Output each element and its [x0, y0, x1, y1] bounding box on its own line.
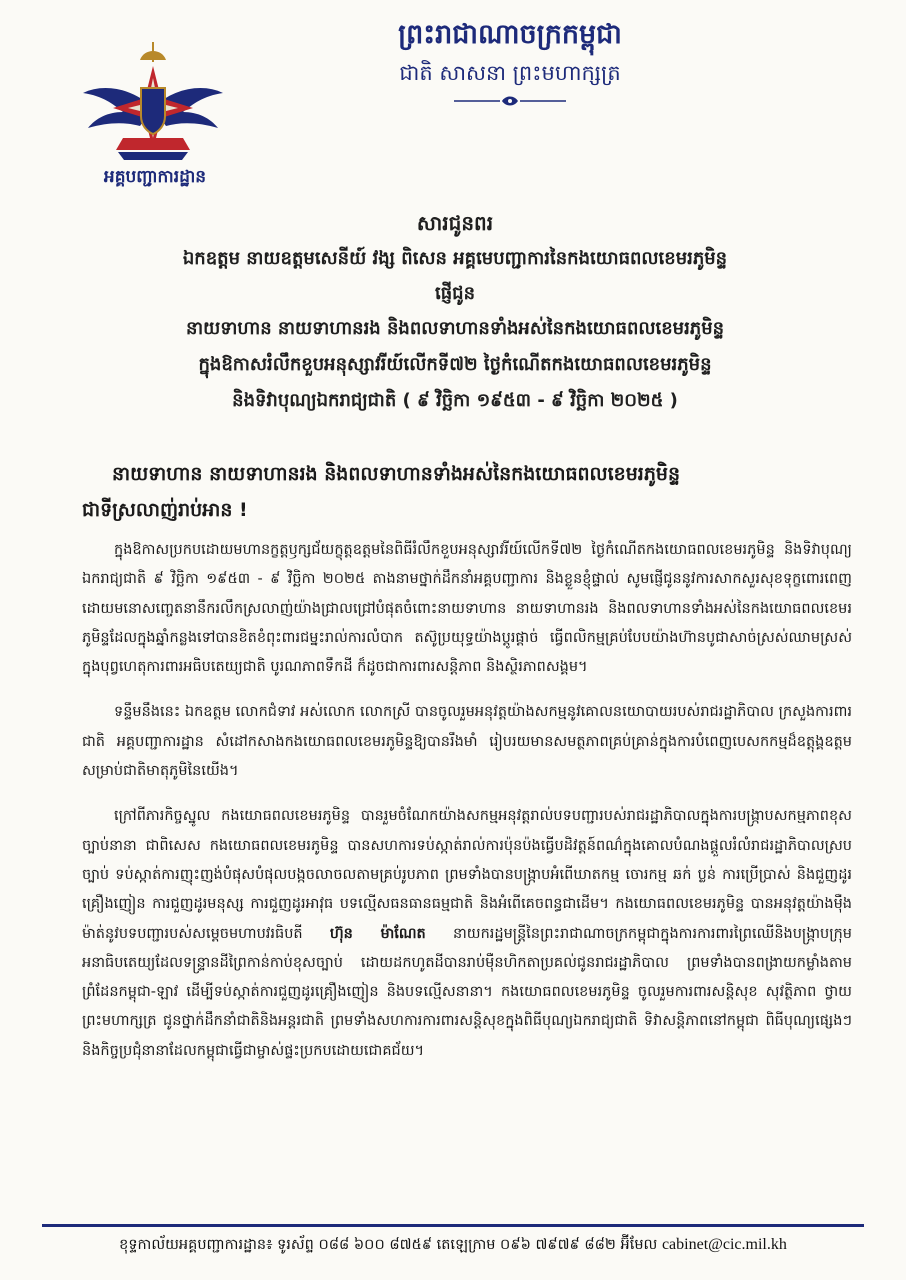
- kingdom-heading: ព្រះរាជាណាចក្រកម្ពុជា: [398, 19, 622, 50]
- ornament-divider-icon: [450, 93, 570, 109]
- sender-line: ឯកឧត្តម នាយឧត្តមសេនីយ៍ វង្ស ពិសេន អគ្គមេបញ្ជាការនៃកងយោធពលខេមរភូមិន្ទ: [182, 248, 728, 269]
- military-emblem-icon: [78, 38, 228, 168]
- recipients-line: នាយទាហាន នាយទាហានរង និងពលទាហានទាំងអស់នៃកងយោធពលខេមរភូមិន្ទ: [185, 318, 725, 339]
- body-paragraph-1: ក្នុងឱកាសប្រកបដោយមហានក្ខត្តឫក្សជ័យក្ខុត្តឧត្តមនៃពិធីរំលឹកខួបអនុស្សាវរីយ៍លើកទី៧២ ថ្ងៃកំណើតកងយោធពលខេមរភូមិន្ទ និងទិវាបុណ្យឯករាជ្យជាតិ ៩ វិច្ឆិកា ១៩៥៣ - ៩ វិច្ឆិកា ២០២៥ តាងនាមថ្នាក់ដឹកនាំអគ្គបញ្ជាការ និងខ្លួនខ្ញុំផ្ទាល់ សូមផ្ញើជូននូវការសាកសួរសុខទុក្ខពោរពេញដោយមនោសញ្ចេតនានឹករលឹកស្រលាញ់យ៉ាងជ្រាលជ្រៅបំផុតចំពោះនាយទាហាន នាយទាហានរង និងពលទាហានទាំងអស់នៃកងយោធពលខេមរភូមិន្ទដែលក្នុងឆ្នាំកន្លងទៅបានខិតខំពុះពារជម្នះរាល់ការលំបាក តស៊ូប្រយុទ្ធយ៉ាងប្តូរផ្តាច់ ធ្វើពលិកម្មគ្រប់បែបយ៉ាងហ៊ានបូជាសាច់ស្រស់ឈាមស្រស់ក្នុងបុព្វហេតុការពារអធិបតេយ្យជាតិ បូរណភាពទឹកដី ក៏ដូចជាការពារសន្តិភាព និងស្ថិរភាពសង្គម។: [82, 542, 852, 676]
- title-block: [60, 205, 850, 419]
- sent-to-line: ផ្ញើជូន: [435, 283, 475, 304]
- salutation-line-1: នាយទាហាន នាយទាហានរង និងពលទាហានទាំងអស់នៃកងយោធពលខេមរភូមិន្ទ: [112, 463, 681, 485]
- occasion-line: ក្នុងឱកាសរំលឹកខួបអនុស្សាវរីយ៍លើកទី៧២ ថ្ងៃកំណើតកងយោធពលខេមរភូមិន្ទ: [198, 354, 712, 375]
- footer-contact: [42, 1236, 864, 1257]
- footer-email-link[interactable]: cabinet@cic.mil.kh: [661, 1236, 787, 1253]
- prime-minister-name: ហ៊ុន ម៉ាណែត: [329, 925, 426, 942]
- body-paragraph-3-part-b: នាយករដ្ឋមន្ត្រីនៃព្រះរាជាណាចក្រកម្ពុជាក្នុងការការពារព្រៃឈើនិងបង្ក្រាបក្រុមអនាធិបតេយ្យដែលទន្ទ្រានដីព្រៃកាន់កាប់ខុសច្បាប់ ដោយដកហូតដីបានរាប់ម៉ឺនហិកតាប្រគល់ជូនរាជរដ្ឋាភិបាល ព្រមទាំងបានពង្រាយកម្លាំងតាមព្រំដែនកម្ពុជា-ឡាវ ដើម្បីទប់ស្កាត់ការជួញដូរគ្រឿងញៀន និងបទល្មើសនានា។ កងយោធពលខេមរភូមិន្ទ ចូលរួមការពារសន្តិសុខ សុវត្ថិភាព ថ្វាយព្រះមហាក្សត្រ ជូនថ្នាក់ដឹកនាំជាតិនិងអន្តរជាតិ ព្រមទាំងសហការការពារសន្តិសុខក្នុងពិធីបុណ្យឯករាជ្យជាតិ ទិវាសន្តិភាពនៅកម្ពុជា ពិធីបុណ្យផ្សេងៗ និងកិច្ចប្រជុំនានាដែលកម្ពុជាធ្វើជាម្ចាស់ផ្ទះប្រកបដោយជោគជ័យ។: [82, 925, 852, 1059]
- body-paragraph-3-part-a: ក្រៅពីភារកិច្ចស្នូល កងយោធពលខេមរភូមិន្ទ បានរួមចំណែកយ៉ាងសកម្មអនុវត្តរាល់បទបញ្ជារបស់រាជរដ្ឋាភិបាលក្នុងការបង្ក្រាបសកម្មភាពខុសច្បាប់នានា ជាពិសេស កងយោធពលខេមរភូមិន្ទ បានសហការទប់ស្កាត់រាល់ការប៉ុនប៉ងធ្វើបដិវត្តន៍ពណ៌ក្នុងគោលបំណងផ្តួលរំលំរាជរដ្ឋាភិបាលស្របច្បាប់ ទប់ស្កាត់ការញុះញង់បំផុសបំផុលបង្កចលាចលតាមគ្រប់រូបភាព ព្រមទាំងបានបង្ក្រាបអំពើឃាតកម្ម ចោរកម្ម ឆក់ ប្លន់ ការប្រើប្រាស់ និងជួញដូរគ្រឿងញៀន ការជួញដូរមនុស្ស ការជួញដូរអាវុធ បទល្មើសធនធានធម្មជាតិ និងអំពើគេចពន្ធជាដើម។ កងយោធពលខេមរភូមិន្ទ បានអនុវត្តយ៉ាងម៉ឺងម៉ាត់នូវបទបញ្ជារបស់សម្តេចមហាបវរធិបតី: [82, 808, 852, 942]
- letter-body: [82, 536, 852, 1082]
- footer-divider: [42, 1224, 864, 1227]
- emblem-caption: អគ្គបញ្ជាការដ្ឋាន: [103, 167, 207, 187]
- dates-line: និងទិវាបុណ្យឯករាជ្យជាតិ ( ៩ វិច្ឆិកា ១៩៥៣ - ៩ វិច្ឆិកា ២០២៥ ): [232, 390, 678, 411]
- national-motto: ជាតិ សាសនា ព្រះមហាក្សត្រ: [399, 61, 621, 85]
- letter-title: សារជូនពរ: [416, 211, 494, 235]
- salutation: [82, 456, 852, 528]
- body-paragraph-2: ទន្ទឹមនឹងនេះ ឯកឧត្តម លោកជំទាវ អស់លោក លោកស្រី បានចូលរួមអនុវត្តយ៉ាងសកម្មនូវគោលនយោបាយរបស់រាជរដ្ឋាភិបាល ក្រសួងការពារជាតិ អគ្គបញ្ជាការដ្ឋាន សំដៅកសាងកងយោធពលខេមរភូមិន្ទឱ្យបានរឹងមាំ រៀបរយមានសមត្ថភាពគ្រប់គ្រាន់ក្នុងការបំពេញបេសកកម្មដ៏ឧត្តុង្គឧត្តមសម្រាប់ជាតិមាតុភូមិនៃយើង។: [82, 704, 852, 780]
- body-paragraph-3: [82, 802, 852, 1066]
- footer-contact-text: ខុទ្ទកាល័យអគ្គបញ្ជាការដ្ឋាន៖ ទូរស័ព្ទ ០៨៨ ៦០០ ៨៧៥៩ តេឡេក្រាម ០៩៦ ៧៩៧៩ ៨៨២ អ៊ីមែល: [119, 1237, 658, 1253]
- salutation-line-2: ជាទីស្រលាញ់រាប់អាន !: [82, 499, 248, 521]
